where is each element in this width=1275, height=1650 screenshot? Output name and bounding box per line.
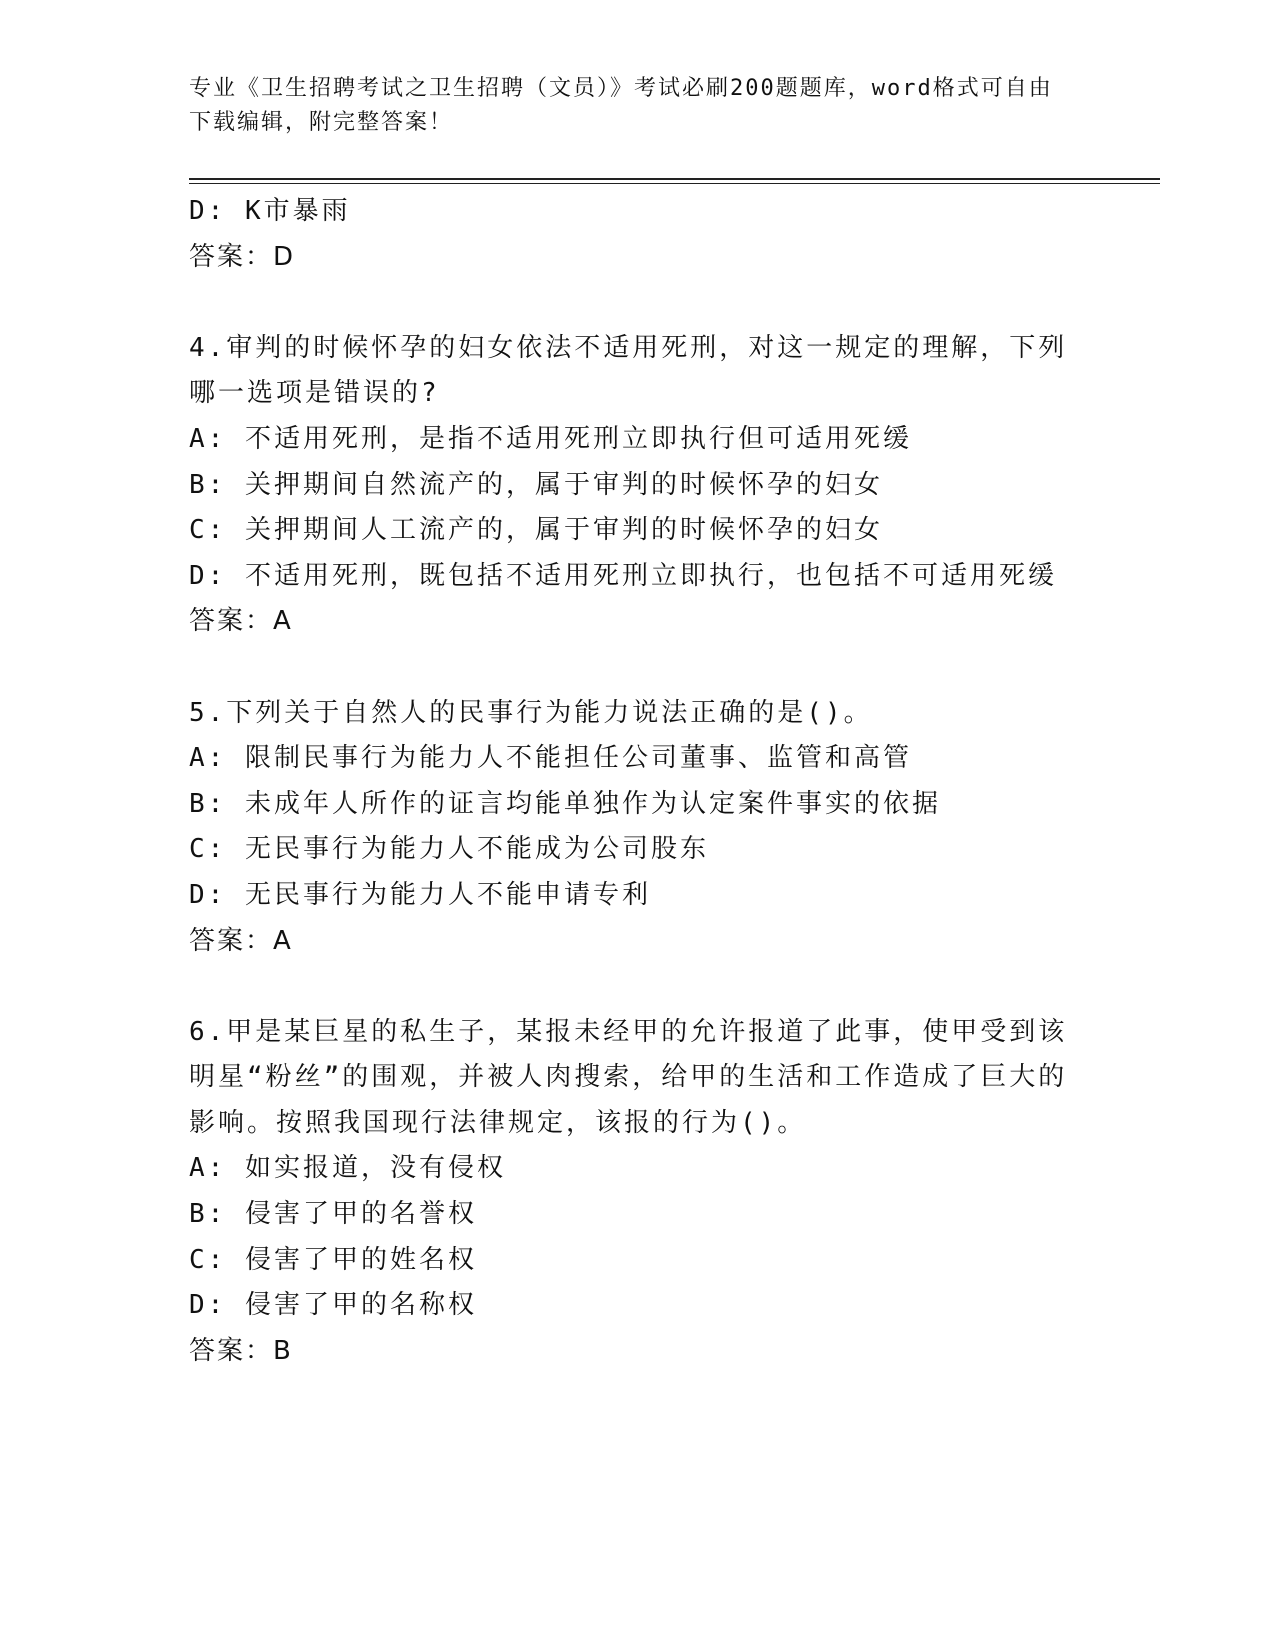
question-block-5 (189, 691, 1129, 965)
answer-line: 答案：D (189, 241, 296, 272)
option-a: A: 不适用死刑，是指不适用死刑立即执行但可适用死缓 (189, 423, 912, 454)
option-b: B: 未成年人所作的证言均能单独作为认定案件事实的依据 (189, 788, 941, 819)
spacer (189, 645, 1129, 691)
option-b: B: 关押期间自然流产的，属于审判的时候怀孕的妇女 (189, 469, 883, 500)
header-rule-thin (189, 183, 1160, 184)
document-header: 专业《卫生招聘考试之卫生招聘（文员）》考试必刷200题题库，word格式可自由下载编辑，附完整答案！ (189, 76, 1053, 135)
question-stem: 6.甲是某巨星的私生子，某报未经甲的允许报道了此事，使甲受到该明星“粉丝”的围观，并被人肉搜索，给甲的生活和工作造成了巨大的影响。按照我国现行法律规定，该报的行为()。 (189, 1016, 1068, 1138)
option-a: A: 限制民事行为能力人不能担任公司董事、监管和高管 (189, 743, 912, 774)
question-block-6 (189, 1010, 1129, 1375)
answer-line: 答案：B (189, 1335, 293, 1366)
question-stem: 4.审判的时候怀孕的妇女依法不适用死刑，对这一规定的理解，下列哪一选项是错误的? (189, 332, 1068, 409)
option-c: C: 无民事行为能力人不能成为公司股东 (189, 834, 709, 865)
spacer (189, 964, 1129, 1010)
question-stem: 5.下列关于自然人的民事行为能力说法正确的是()。 (189, 697, 873, 728)
answer-line: 答案：A (189, 606, 293, 637)
option-d: D: 不适用死刑，既包括不适用死刑立即执行，也包括不可适用死缓 (189, 560, 1057, 591)
option-d: D: 侵害了甲的名称权 (189, 1290, 477, 1321)
option-b: B: 侵害了甲的名誉权 (189, 1199, 477, 1230)
question-list (189, 189, 1129, 1374)
answer-line: 答案：A (189, 925, 293, 956)
option-a: A: 如实报道，没有侵权 (189, 1153, 506, 1184)
option-d: D: 无民事行为能力人不能申请专利 (189, 879, 651, 910)
option-c: C: 关押期间人工流产的，属于审判的时候怀孕的妇女 (189, 515, 883, 546)
question-block-4 (189, 326, 1129, 645)
option-d: D: K市暴雨 (189, 196, 351, 226)
header-rule-thick (189, 178, 1160, 180)
spacer (189, 280, 1129, 326)
option-c: C: 侵害了甲的姓名权 (189, 1244, 477, 1275)
